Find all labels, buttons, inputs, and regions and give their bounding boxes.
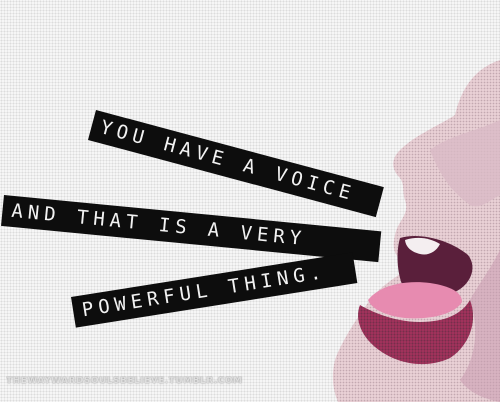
watermark-text: THEWAYWARDSOULSBELIEVE.TUMBLR.COM bbox=[6, 376, 243, 386]
quote-strip-2: AND THAT IS A VERY bbox=[1, 195, 381, 262]
quote-strip-1: YOU HAVE A VOICE bbox=[88, 110, 384, 217]
quote-strip-3: POWERFUL THING. bbox=[71, 252, 357, 327]
